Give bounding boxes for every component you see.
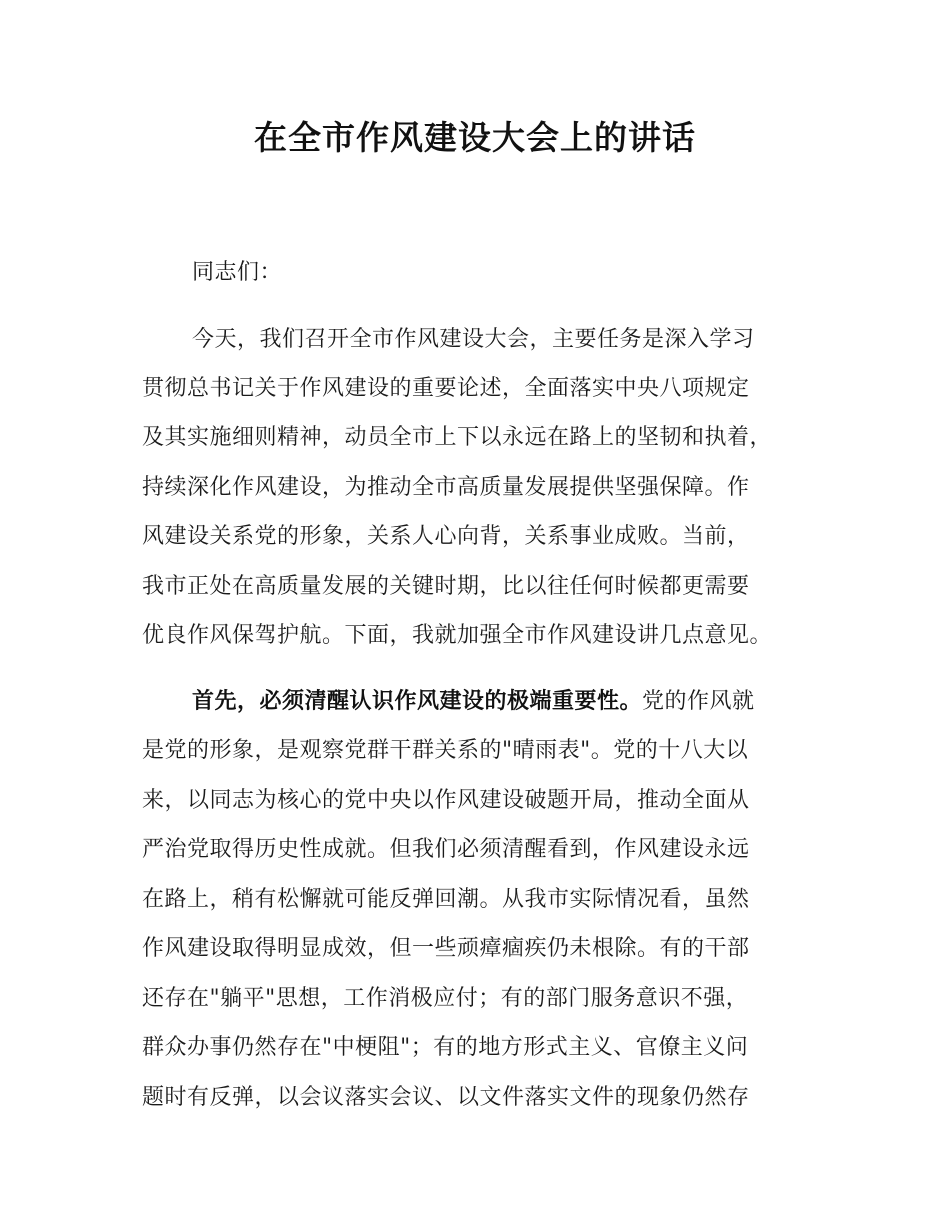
salutation: 同志们： <box>192 260 283 285</box>
paragraph-line: 贯彻总书记关于作风建设的重要论述，全面落实中央八项规定 <box>142 376 750 401</box>
paragraph-line: 持续深化作风建设，为推动全市高质量发展提供坚强保障。作 <box>142 475 750 500</box>
paragraph-first-line <box>192 686 882 718</box>
paragraph-line: 还存在"躺平"思想，工作消极应付；有的部门服务意识不强， <box>142 986 749 1011</box>
section-heading: 首先，必须清醒认识作风建设的极端重要性。 <box>192 689 643 714</box>
paragraph-line: 是党的形象，是观察党群干群关系的"晴雨表"。党的十八大以 <box>142 738 749 763</box>
paragraph-line: 及其实施细则精神，动员全市上下以永远在路上的坚韧和执着， <box>142 425 773 450</box>
paragraph-line: 在路上，稍有松懈就可能反弹回潮。从我市实际情况看，虽然 <box>142 887 750 912</box>
paragraph-line: 作风建设取得明显成效，但一些顽瘴痼疾仍未根除。有的干部 <box>142 936 750 961</box>
paragraph-line: 来，以同志为核心的党中央以作风建设破题开局，推动全面从 <box>142 788 750 813</box>
paragraph-line: 优良作风保驾护航。下面，我就加强全市作风建设讲几点意见。 <box>142 623 773 648</box>
paragraph-line: 群众办事仍然存在"中梗阻"；有的地方形式主义、官僚主义问 <box>142 1035 749 1060</box>
paragraph-line-rest: 党的作风就 <box>642 689 755 714</box>
paragraph-line: 题时有反弹，以会议落实会议、以文件落实文件的现象仍然存 <box>142 1085 750 1110</box>
paragraph-line: 今天，我们召开全市作风建设大会，主要任务是深入学习 <box>192 327 755 352</box>
document-title: 在全市作风建设大会上的讲话 <box>254 118 696 157</box>
paragraph-line: 严治党取得历史性成就。但我们必须清醒看到，作风建设永远 <box>142 837 750 862</box>
paragraph-line: 风建设关系党的形象，关系人心向背，关系事业成败。当前， <box>142 524 750 549</box>
paragraph-line: 我市正处在高质量发展的关键时期，比以往任何时候都更需要 <box>142 574 750 599</box>
